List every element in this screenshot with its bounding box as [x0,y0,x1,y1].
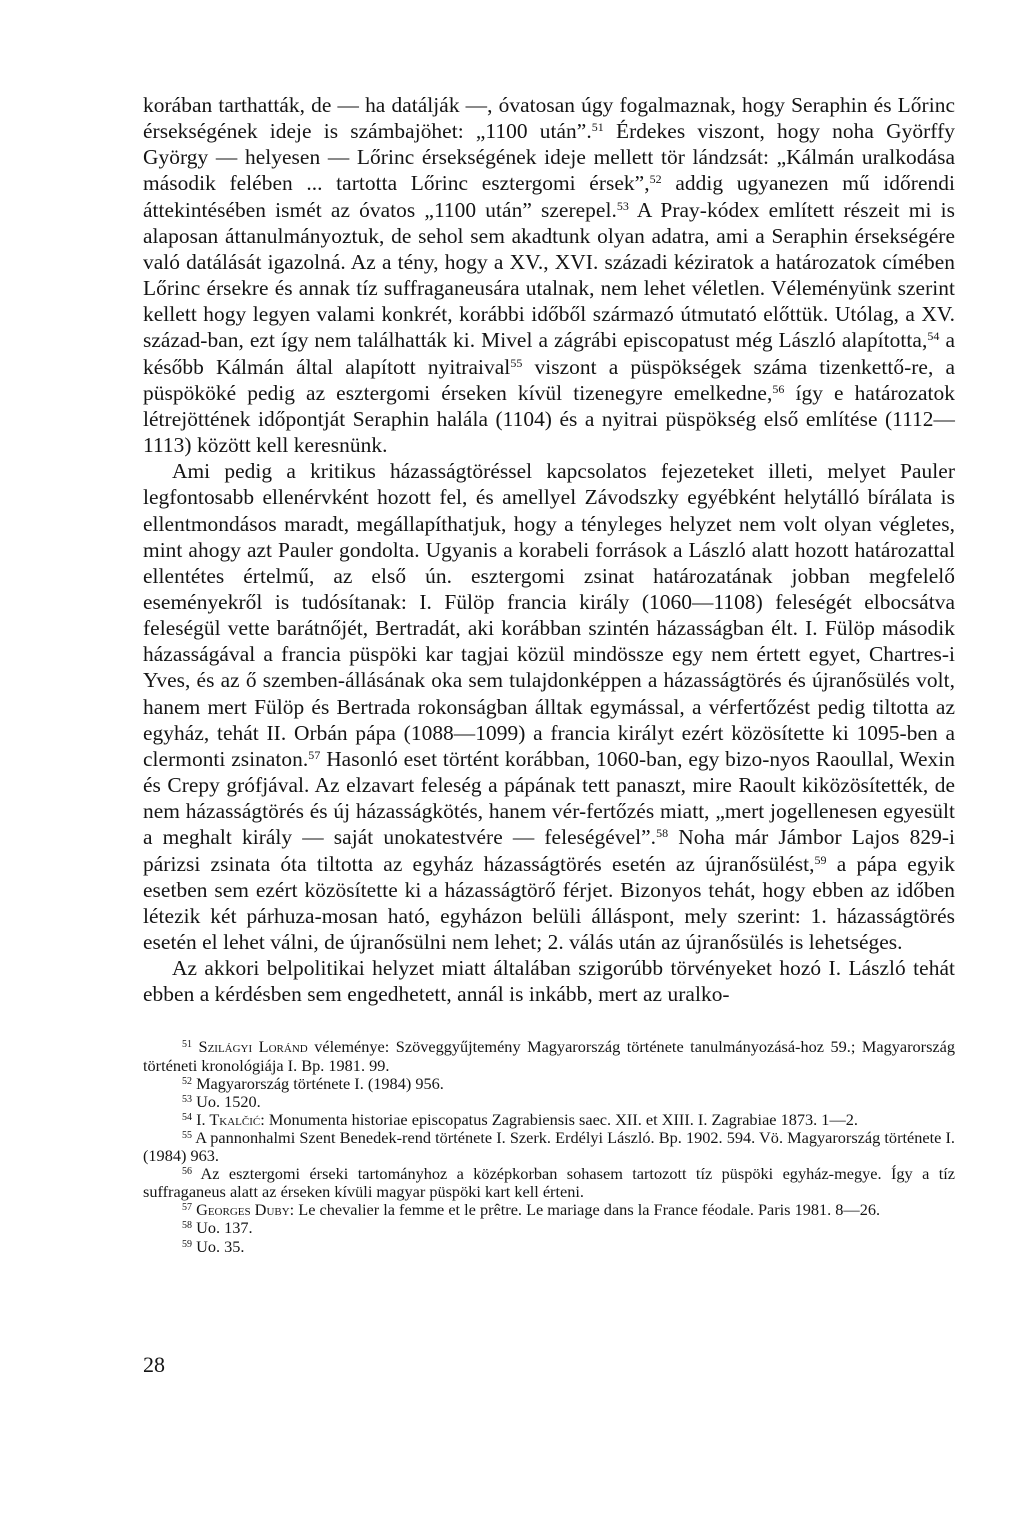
footnote-55 [143,1129,955,1165]
footnote-ref-53[interactable]: 53 [616,198,629,213]
footnote-number: 52 [182,1075,192,1087]
text-run: addig ugyanezen mű időrendi áttekintésében ismét az óvatos „1100 után” szerepel. [143,171,955,222]
footnote-number: 57 [182,1202,192,1214]
footnote-ref-55[interactable]: 55 [510,355,523,370]
text-run: Hasonló eset történt korábban, 1060-ban, egy bizo-nyos Raoullal, Wexin és Crepy grófjával. Az elzavart feleség a pápának tett panaszt, mire Raoult kiközösítették, de nem házasságtörés és új házasságkötés, hanem vér-fertőzés miatt, „mert jogellenesen egyesült a meghalt király — saját unokatestvére — feleségével”. [143,746,955,850]
footnote-text: : Monumenta historiae episcopatus Zagrabiensis saec. XII. et XIII. I. Zagrabiae 1873. 1—2. [260,1109,858,1129]
footnote-text: Uo. 1520. [196,1091,261,1111]
text-run: viszont a püspökségek száma tizenkettő-re, a püspököké pedig az esztergomi érseken kívül tizenegyre emelkedne, [143,354,955,405]
footnote-52 [143,1075,955,1093]
paragraph-2 [143,458,955,955]
footnote-ref-52[interactable]: 52 [649,172,662,187]
footnote-ref-51[interactable]: 51 [591,120,604,135]
footnote-text: Uo. 35. [196,1236,245,1256]
footnotes [143,1038,955,1255]
footnote-57 [143,1201,955,1219]
text-run: Ami pedig a kritikus házasságtöréssel kapcsolatos fejezeteket illeti, melyet Pauler legfontosabb ellenérvként hozott fel, és amellyel Závodszky egyébként helytálló bírálata is ellentmondásos maradt, megállapíthatjuk, hogy a tényleges helyzet nem volt olyan végletes, mint ahogy azt Pauler gondolta. Ugyanis a korabeli források a László alatt hozott határozattal ellentétes értelmű, az első ún. esztergomi zsinat határozatának jobban megfelelő eseményekről is tudósítanak: I. Fülöp francia király (1060—1108) feleségét elbocsátva feleségül vette barátnőjét, Bertradát, aki korábban szintén házasságban élt. I. Fülöp második házasságával a francia püspöki kar tagjai közül mindössze egy nem értett egyet, Chartres-i Yves, és az ő szemben-állásának oka sem tulajdonképpen a házasságtörés és újranősülés volt, hanem mert Fülöp és Bertrada rokonságban álltak egymással, a vérfertőzést pedig tiltotta az egyház, tehát II. Orbán pápa (1088—1099) a francia királyt ezért közösítette ki 1095-ben a clermonti zsinaton. [143,459,955,771]
footnote-54 [143,1111,955,1129]
body-text [143,92,955,1007]
footnote-author: Georges Duby [196,1200,290,1220]
footnote-text: Uo. 137. [196,1218,253,1238]
text-run: Noha már Jámbor Lajos 829-i párizsi zsinata óta tiltotta az egyház házasságtörés esetén az újranősülést, [143,825,955,876]
paragraph-1 [143,92,955,458]
footnote-ref-58[interactable]: 58 [656,826,669,841]
footnote-51 [143,1038,955,1074]
footnote-author: Szilágyi Loránd [198,1037,308,1057]
footnote-text: A pannonhalmi Szent Benedek-rend története I. Szerk. Erdélyi László. Bp. 1902. 594. Vö. Magyarország története I. (1984) 963. [143,1127,955,1166]
footnote-text: véleménye: Szöveggyűjtemény Magyarország története tanulmányozásá-hoz 59.; Magyarország történeti kronológiája I. Bp. 1981. 99. [143,1037,955,1075]
text-run: a pápa egyik esetben sem ezért közösítette ki a házasságtörő férjet. Bizonyos tehát, hogy ebben az időben létezik két párhuza-mosan ható, egyházon belüli álláspont, mely szerint: 1. házasságtörés esetén el lehet válni, de újranősülni nem lehet; 2. válás után az újranősülés is lehetséges. [143,851,955,954]
footnote-number: 53 [182,1093,192,1105]
footnote-58 [143,1219,955,1237]
footnote-number: 51 [182,1039,192,1051]
text-run: A Pray-kódex említett részeit mi is alaposan áttanulmányoztuk, de sehol sem akadtunk olyan adatra, ami a Seraphin érsekségére való datálását igazolná. Az a tény, hogy a XV., XVI. századi kéziratok a határozatok címében Lőrinc érsekre és annak tíz suffraganeusára utalnak, nem lehet véletlen. Véleményünk szerint kellett hogy legyen valami konkrét, korábbi időből származó útmutató előttük. Utólag, a XV. század-ban, ezt így nem találhatták ki. Mivel a zágrábi episcopatust még László alapította, [143,197,955,353]
footnote-ref-56[interactable]: 56 [772,381,785,396]
footnote-number: 59 [182,1238,192,1250]
text-run: így e határozatok létrejöttének időpontját Seraphin halála (1104) és a nyitrai püspökség első említése (1112—1113) között kell keresnünk. [143,380,955,458]
paragraph-3: Az akkori belpolitikai helyzet miatt általában szigorúbb törvényeket hozó I. László tehát ebben a kérdésben sem engedhetett, annál is inkább, mert az uralko- [143,956,955,1007]
page-number: 28 [143,1352,165,1377]
footnote-53 [143,1093,955,1111]
footnote-number: 54 [182,1111,192,1123]
footnote-number: 56 [182,1166,192,1178]
footnote-ref-54[interactable]: 54 [927,329,940,344]
footnote-number: 55 [182,1129,192,1141]
footnote-text: : Le chevalier la femme et le prêtre. Le mariage dans la France féodale. Paris 1981. 8—26. [289,1200,881,1220]
text-run: a később Kálmán által alapított nyitraival [143,328,955,379]
footnote-author: I. Tkalčić [196,1109,261,1129]
footnote-text: Az esztergomi érseki tartományhoz a középkorban sohasem tartozott tíz püspöki egyház-megye. Így a tíz suffraganeus alatt az érseken kívüli magyar püspöki kart kell érteni. [143,1164,955,1202]
footnote-ref-57[interactable]: 57 [308,747,321,762]
footnote-text: Magyarország története I. (1984) 956. [196,1073,444,1093]
text-run: Érdekes viszont, hogy noha Györffy György — helyesen — Lőrinc érsekségének ideje mellett tör lándzsát: „Kálmán uralkodása második felében ... tartotta Lőrinc esztergomi érsek”, [143,119,955,196]
footnote-ref-59[interactable]: 59 [814,852,827,867]
text-run: korában tarthatták, de — ha datálják —, óvatosan úgy fogalmaznak, hogy Seraphin és Lőrinc érsekségének ideje is számbajöhet: „1100 után”. [143,93,955,144]
page-content [143,92,955,1256]
footnote-number: 58 [182,1220,192,1232]
footnote-59 [143,1238,955,1256]
footnote-56 [143,1165,955,1201]
